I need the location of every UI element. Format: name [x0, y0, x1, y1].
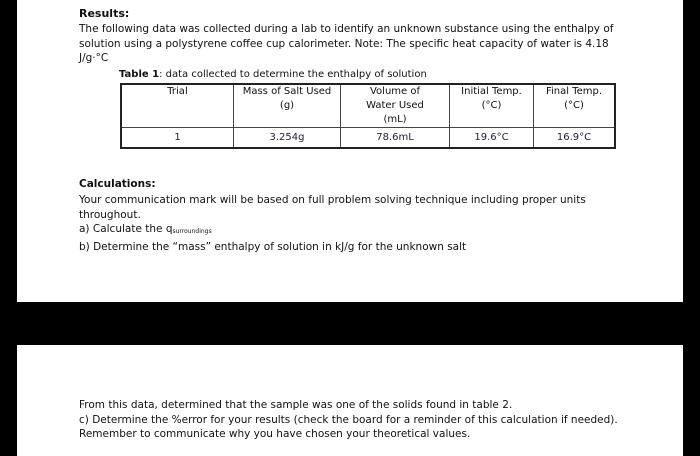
bottom-line-1: From this data, determined that the sample was one of the solids found in table 2.	[79, 399, 513, 411]
table-caption	[119, 69, 427, 80]
calc-line-1: Your communication mark will be based on full problem solving technique including proper units	[79, 194, 586, 206]
calculations-body	[79, 193, 659, 254]
cell-initial-temp: 19.6°C	[450, 128, 534, 149]
cell-trial: 1	[121, 128, 234, 149]
data-table	[120, 83, 616, 149]
cell-volume: 78.6mL	[341, 128, 450, 149]
bottom-line-3: Remember to communicate why you have chosen your theoretical values.	[79, 428, 471, 440]
intro-line-2: solution using a polystyrene coffee cup calorimeter. Note: The specific heat capacity of water is 4.18	[79, 37, 609, 50]
bottom-paragraph	[79, 398, 669, 442]
table-caption-text: : data collected to determine the enthalpy of solution	[159, 69, 427, 80]
cell-mass: 3.254g	[234, 128, 341, 149]
table-caption-label: Table 1	[119, 69, 160, 80]
header-initial-temp: Initial Temp. (°C)	[450, 84, 534, 128]
intro-paragraph	[79, 22, 659, 66]
header-trial: Trial	[121, 84, 234, 128]
document-page-bottom	[17, 345, 683, 456]
table-header-row	[121, 84, 615, 128]
table-row	[121, 128, 615, 149]
document-page-top	[17, 0, 683, 302]
header-final-temp: Final Temp. (°C)	[534, 84, 616, 128]
header-mass: Mass of Salt Used (g)	[234, 84, 341, 128]
question-a: a) Calculate the $q_{surroundings}$	[79, 223, 212, 235]
question-b: b) Determine the “mass” enthalpy of solution in kJ/g for the unknown salt	[79, 240, 467, 253]
cell-final-temp: 16.9°C	[534, 128, 616, 149]
calculations-heading: Calculations:	[79, 178, 156, 190]
calc-line-2: throughout.	[79, 208, 141, 221]
header-volume: Volume of Water Used (mL)	[341, 84, 450, 128]
intro-line-3: J/g·°C	[79, 52, 109, 64]
intro-line-1: The following data was collected during a lab to identify an unknown substance using the enthalpy of	[79, 23, 614, 35]
question-c: c) Determine the %error for your results (check the board for a reminder of this calculation if needed).	[79, 413, 618, 426]
results-heading: Results:	[79, 7, 130, 20]
